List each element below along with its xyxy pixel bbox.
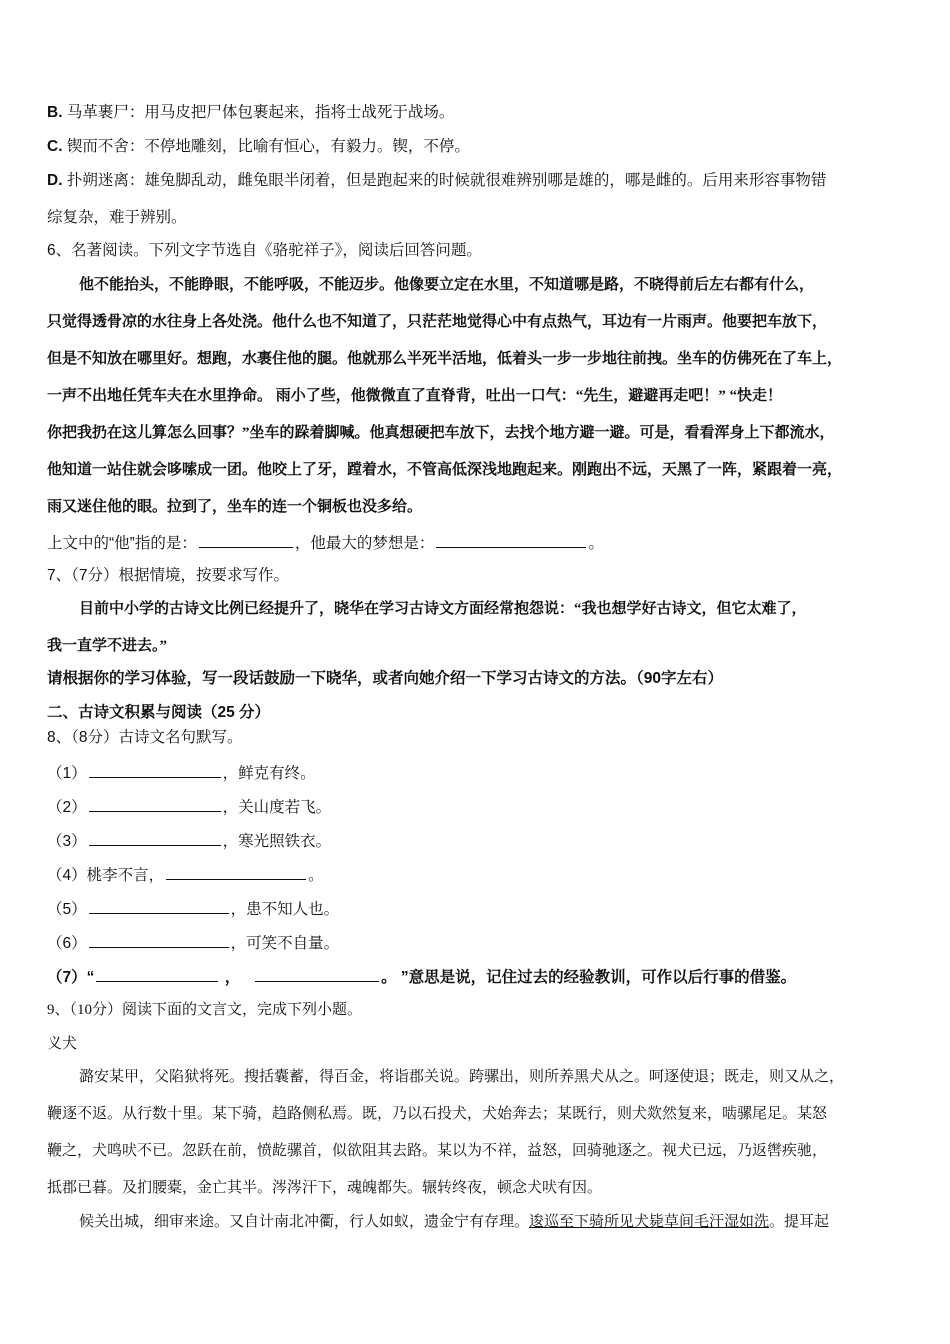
passage-title: 义犬 [47,1036,78,1052]
option-b [47,102,454,124]
answer-blank[interactable] [89,829,221,846]
question-7-task: 请根据你的学习体验，写一段话鼓励一下晓华，或者向她介绍一下学习古诗文的方法。（90字左右） [47,670,723,687]
answer-blank[interactable] [166,863,306,880]
option-text: 马革裹尸：用马皮把尸体包裹起来，指将士战死于战场。 [66,104,455,121]
passage-line: 一声不出地任凭车夫在水里挣命。 雨小了些，他微微直了直脊背，吐出一口气：“先生，避避再走吧！” “快走！ [47,388,783,404]
passage-line: 鞭之，犬鸣吠不已。忽跃在前，愤龁骡首，似欲阻其去路。某以为不祥，益怒，回骑驰逐之。视犬已远，乃返辔疾驰， [47,1143,828,1159]
answer-blank[interactable] [89,931,229,948]
answer-blank[interactable] [255,965,379,982]
item-text: 桃李不言， [86,867,165,884]
section-heading: 二、古诗文积累与阅读（25 分） [47,704,271,721]
passage-line [79,1211,829,1233]
item-text: ，关山度若飞。 [222,799,332,816]
passage-line: 潞安某甲，父陷狱将死。搜括囊蓄，得百金，将诣郡关说。跨骡出，则所养黑犬从之。呵逐使退；既走，则又从之， [79,1069,845,1085]
recitation-item [47,897,339,921]
item-number: （6） [47,935,87,952]
answer-blank[interactable] [89,761,221,778]
prompt-end: 。 [588,535,604,552]
item-text: ，可笑不自量。 [230,935,340,952]
item-text: ， [224,969,241,986]
item-text: ，患不知人也。 [230,901,340,918]
option-c [47,136,470,158]
passage-line: 抵郡已暮。及扪腰橐，金亡其半。涔涔汗下，魂魄都失。辗转终夜，顿念犬吠有因。 [47,1180,603,1196]
answer-blank[interactable] [436,531,586,548]
recitation-item [47,863,324,887]
answer-blank[interactable] [89,897,229,914]
passage-line: 雨又迷住他的眼。拉到了，坐车的连一个铜板也没多给。 [47,499,423,515]
underlined-sentence: 逡巡至下骑所见犬毙草间毛汗湿如洗 [529,1214,770,1230]
prompt-text: 上文中的“他”指的是： [47,535,197,552]
option-letter: B. [47,104,63,121]
passage-line: 只觉得透骨凉的水往身上各处浇。他什么也不知道了，只茫茫地觉得心中有点热气，耳边有一片雨声。他要把车放下， [47,314,828,330]
recitation-item [47,761,316,785]
answer-blank[interactable] [199,531,293,548]
item-number: （4） [47,867,87,884]
item-text: 。 ”意思是说，记住过去的经验教训，可作以后行事的借鉴。 [381,969,797,986]
item-text: ，寒光照铁衣。 [222,833,332,850]
question-8-heading: 8、（8分）古诗文名句默写。 [47,729,243,746]
question-9-heading: 9、（10分）阅读下面的文言文，完成下列小题。 [47,1002,363,1018]
passage-line: 但是不知放在哪里好。想跑，水裹住他的腿。他就那么半死半活地，低着头一步一步地往前拽。坐车的仿佛死在了车上， [47,351,843,367]
item-text: 。 [308,867,324,884]
recitation-item [47,829,331,853]
passage-line: 鞭逐不返。从行数十里。某下骑，趋路侧私焉。既，乃以石投犬，犬始奔去；某既行，则犬欻然复来，啮骡尾足。某怒 [47,1106,828,1122]
passage-line: 他不能抬头，不能睁眼，不能呼吸，不能迈步。他像要立定在水里，不知道哪是路，不晓得前后左右都有什么， [79,277,815,293]
item-text: ，鲜克有终。 [222,765,316,782]
option-d [47,170,826,192]
recitation-item [47,965,796,989]
passage-text: 。提耳起 [769,1214,830,1230]
passage-text: 候关出城，细审来途。又自计南北冲衢，行人如蚁，遗金宁有存理。 [79,1214,530,1230]
recitation-item [47,931,339,955]
option-letter: C. [47,138,63,155]
question-6-prompt [47,531,604,555]
prompt-text: ，他最大的梦想是： [294,535,435,552]
question-7-heading: 7、（7分）根据情境，按要求写作。 [47,567,289,584]
option-text: 锲而不舍：不停地雕刻，比喻有恒心，有毅力。锲，不停。 [66,138,470,155]
item-number: （2） [47,799,87,816]
passage-line: 我一直学不进去。” [47,638,168,654]
item-number: （3） [47,833,87,850]
item-number: （7） [47,969,87,986]
passage-line: 目前中小学的古诗文比例已经提升了，晓华在学习古诗文方面经常抱怨说：“我也想学好古诗文，但它太难了， [79,601,807,617]
passage-line: 他知道一站住就会哆嗦成一团。他咬上了牙，蹚着水，不管高低深浅地跑起来。刚跑出不远，天黑了一阵，紧跟着一亮， [47,462,843,478]
question-6-heading: 6、名著阅读。下列文字节选自《骆驼祥子》，阅读后回答问题。 [47,242,482,259]
answer-blank[interactable] [96,965,218,982]
recitation-item [47,795,331,819]
option-text: 扑朔迷离：雄兔脚乱动，雌兔眼半闭着，但是跑起来的时候就很难辨别哪是雄的，哪是雌的。后用来形容事物错 [66,172,827,189]
item-number: （5） [47,901,87,918]
option-letter: D. [47,172,63,189]
passage-line: 你把我扔在这儿算怎么回事？”坐车的跺着脚喊。他真想硬把车放下，去找个地方避一避。可是，看看浑身上下都流水， [47,425,835,441]
answer-blank[interactable] [89,795,221,812]
option-d-continued: 综复杂，难于辨别。 [47,209,187,226]
item-number: （1） [47,765,87,782]
item-text: “ [86,969,95,986]
